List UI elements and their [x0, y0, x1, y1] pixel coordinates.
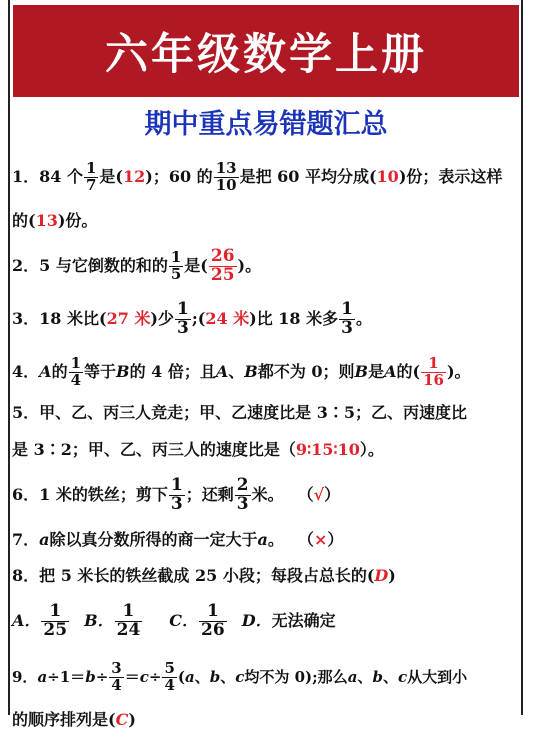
question-5-line-1: 5． 甲、乙、丙三人竞走；甲、乙速度比是 3∶5；乙、丙速度比 — [12, 403, 467, 422]
page-subtitle: 期中重点易错题汇总 — [144, 109, 388, 140]
answer: 9∶15∶10 — [295, 440, 360, 459]
option-a-fraction: $\frac{1}{25}$ — [43, 600, 68, 640]
question-1-line-1: 1． 84 个 $\frac{1}{7}$ 是( 12 )；60 的 $\frac{13}{10}$ 是把 60 平均分成( 10 )份；表示这样 — [12, 157, 517, 197]
question-7: 7． a 除以真分数所得的商一定大于 a 。 （ × ） — [12, 520, 517, 560]
fraction: $\frac{2}{3}$ — [236, 474, 249, 514]
answer: 24 米 — [205, 309, 250, 328]
option-a-label: A． — [12, 611, 41, 630]
answer: 10 — [376, 167, 399, 186]
question-2: 2． 5 与它倒数的和的 $\frac{1}{5}$ 是( $\frac{26}{25}$ )。 — [12, 245, 262, 285]
fraction: $\frac{1}{3}$ — [170, 474, 183, 514]
question-9-line-1: 9． a ÷1＝ b ÷ $\frac{3}{4}$ ＝ c ÷ $\frac{5}{4}$ ( a 、 b 、 c 均不为 0);那么 a 、 b 、 c 从大到小 — [12, 658, 468, 694]
fraction: $\frac{1}{4}$ — [70, 353, 82, 389]
question-4: 4． A 的 $\frac{1}{4}$ 等于 B 的 4 倍；且 A 、 B 都不为 0；则 B 是 A 的( $\frac{1}{16}$ )。 — [12, 353, 471, 389]
question-8: 8． 把 5 米长的铁丝截成 25 小段；每段占总长的( D ) — [12, 556, 517, 596]
option-c-label: C． — [169, 611, 199, 630]
answer: 12 — [123, 167, 146, 186]
page-title: 六年级数学上册 — [105, 29, 427, 80]
option-b-fraction: $\frac{1}{24}$ — [116, 600, 141, 640]
fraction: $\frac{13}{10}$ — [215, 158, 237, 194]
option-c-fraction: $\frac{1}{26}$ — [201, 600, 225, 640]
question-9-line-2: 的顺序排列是( C ) — [12, 700, 517, 740]
fraction: $\frac{3}{4}$ — [111, 658, 122, 694]
question-3: 3． 18 米比( 27 米 )少 $\frac{1}{3}$ ;( 24 米 )比 18 米多 $\frac{1}{3}$ 。 — [12, 298, 372, 338]
fraction: $\frac{1}{5}$ — [170, 247, 182, 283]
page-right-border — [521, 0, 523, 715]
option-d-label: D． — [241, 611, 272, 630]
question-8-options — [12, 598, 517, 644]
fraction: $\frac{1}{3}$ — [341, 298, 353, 338]
question-1-line-2: 的( 13 )份。 — [12, 201, 517, 241]
page-left-border — [8, 0, 10, 715]
answer: D — [374, 566, 389, 585]
fraction: $\frac{5}{4}$ — [164, 658, 175, 694]
option-b-label: B． — [84, 611, 114, 630]
answer: 27 米 — [106, 309, 151, 328]
option-d-text: 无法确定 — [271, 611, 336, 630]
fraction: $\frac{1}{3}$ — [176, 298, 189, 338]
answer: 13 — [35, 211, 58, 230]
answer-fraction: $\frac{1}{16}$ — [423, 353, 444, 389]
check-mark: √ — [313, 485, 325, 504]
title-banner — [13, 5, 519, 97]
fraction: $\frac{1}{7}$ — [85, 158, 97, 194]
answer: C — [115, 710, 129, 729]
answer-fraction: $\frac{26}{25}$ — [210, 245, 235, 285]
question-6: 6． 1 米的铁丝；剪下 $\frac{1}{3}$ ；还剩 $\frac{2}{3}$ 米。 （ √ ） — [12, 474, 341, 514]
cross-mark: × — [313, 530, 328, 549]
question-5-line-2: 是 3∶2；甲、乙、丙三人的速度比是（ 9∶15∶10 ）。 — [12, 430, 517, 470]
